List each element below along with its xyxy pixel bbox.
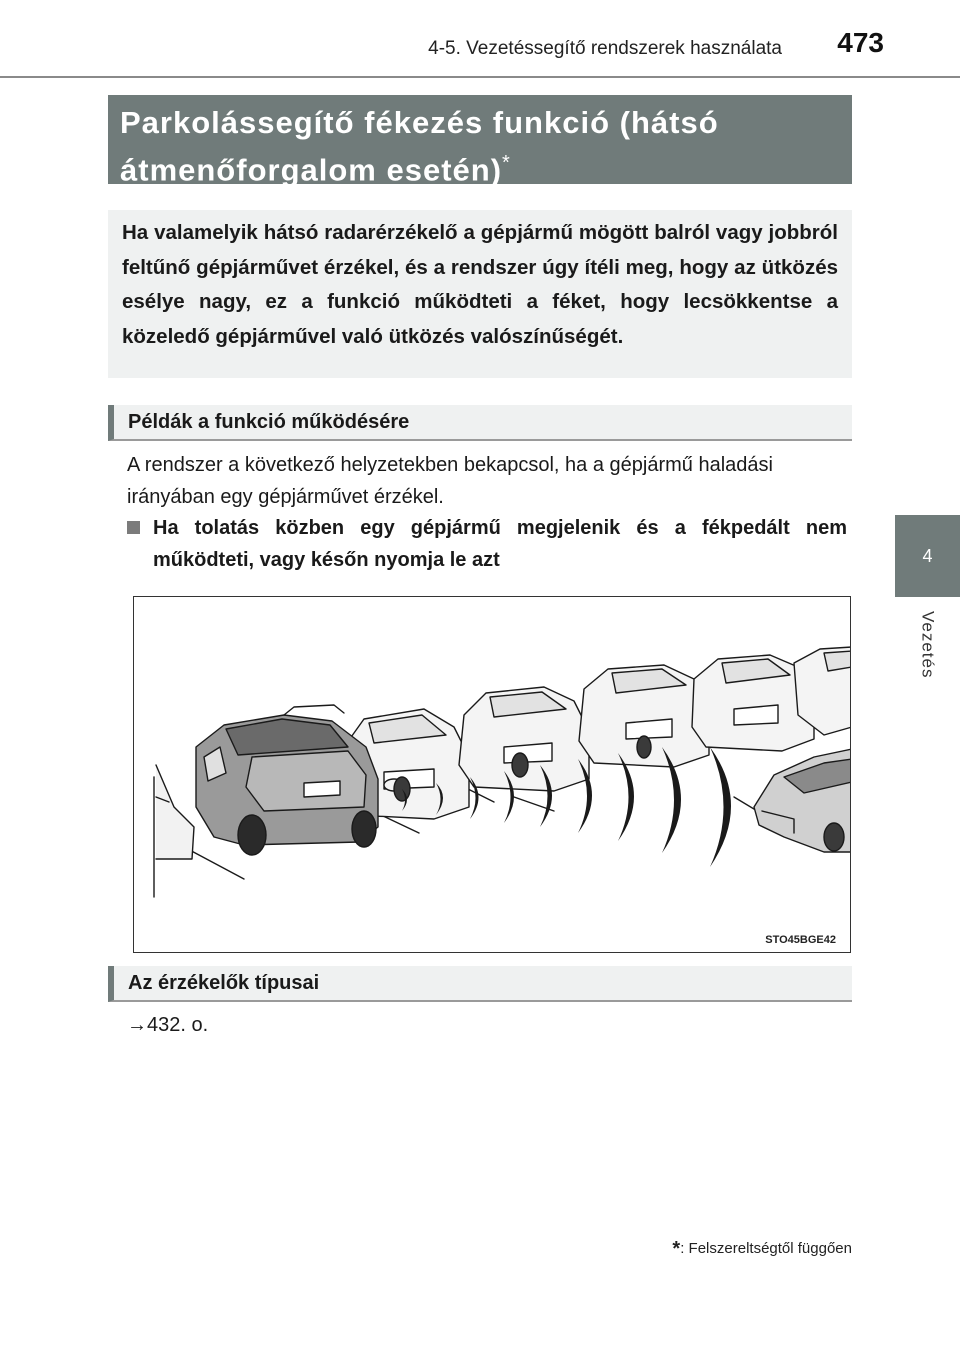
examples-body-text: A rendszer a következő helyzetekben bekapcsol, ha a gépjármű haladási irányában egy gépjárművet érzékel. (127, 454, 773, 508)
left-edge-car (156, 765, 194, 859)
chapter-tab (895, 515, 960, 597)
page-number: 473 (837, 27, 884, 58)
title-line-2: átmenőforgalom esetén) (120, 152, 503, 188)
footnote-text: : Felszereltségtől függően (680, 1240, 852, 1257)
header-divider (0, 76, 960, 78)
parked-car (579, 665, 709, 767)
approaching-car (754, 749, 851, 852)
intro-box (108, 210, 852, 378)
parking-illustration (133, 596, 851, 953)
section-heading-examples: Példák a funkció működésére (108, 405, 852, 441)
header-section-title: 4-5. Vezetéssegítő rendszerek használata (428, 38, 782, 59)
bullet-text: Ha tolatás közben egy gépjármű megjelenik és a fékpedált nem működteti, vagy későn nyomja le azt (153, 517, 847, 571)
title-line-1: Parkolássegítő fékezés funkció (hátsó (120, 105, 719, 140)
parked-car (459, 687, 589, 791)
page-reference (127, 1014, 208, 1037)
main-suv (196, 705, 378, 855)
footnote (672, 1238, 852, 1261)
reference-text: 432. o. (147, 1014, 209, 1036)
page-title (108, 95, 852, 188)
square-bullet-icon (127, 521, 140, 534)
intro-text: Ha valamelyik hátsó radarérzékelő a gépjármű mögött balról vagy jobbról feltűnő gépjárművet érzékel, és a rendszer úgy ítéli meg, hogy az ütközés esélye nagy, ez a funkció működteti a féket, hogy lecsökkentse a közeledő gépjárművel való ütközés valószínűségét. (122, 221, 838, 348)
chapter-number: 4 (922, 546, 933, 566)
section-heading-sensor-types: Az érzékelők típusai (108, 966, 852, 1002)
chapter-label-text: Vezetés (918, 611, 938, 679)
figure-code: STO45BGE42 (765, 934, 836, 946)
title-asterisk-marker: * (502, 152, 511, 174)
chapter-label (895, 600, 960, 690)
parking-scene-svg (134, 597, 851, 953)
arrow-icon: → (127, 1014, 147, 1036)
asterisk-icon: * (672, 1238, 681, 1260)
bullet-item (127, 512, 847, 576)
